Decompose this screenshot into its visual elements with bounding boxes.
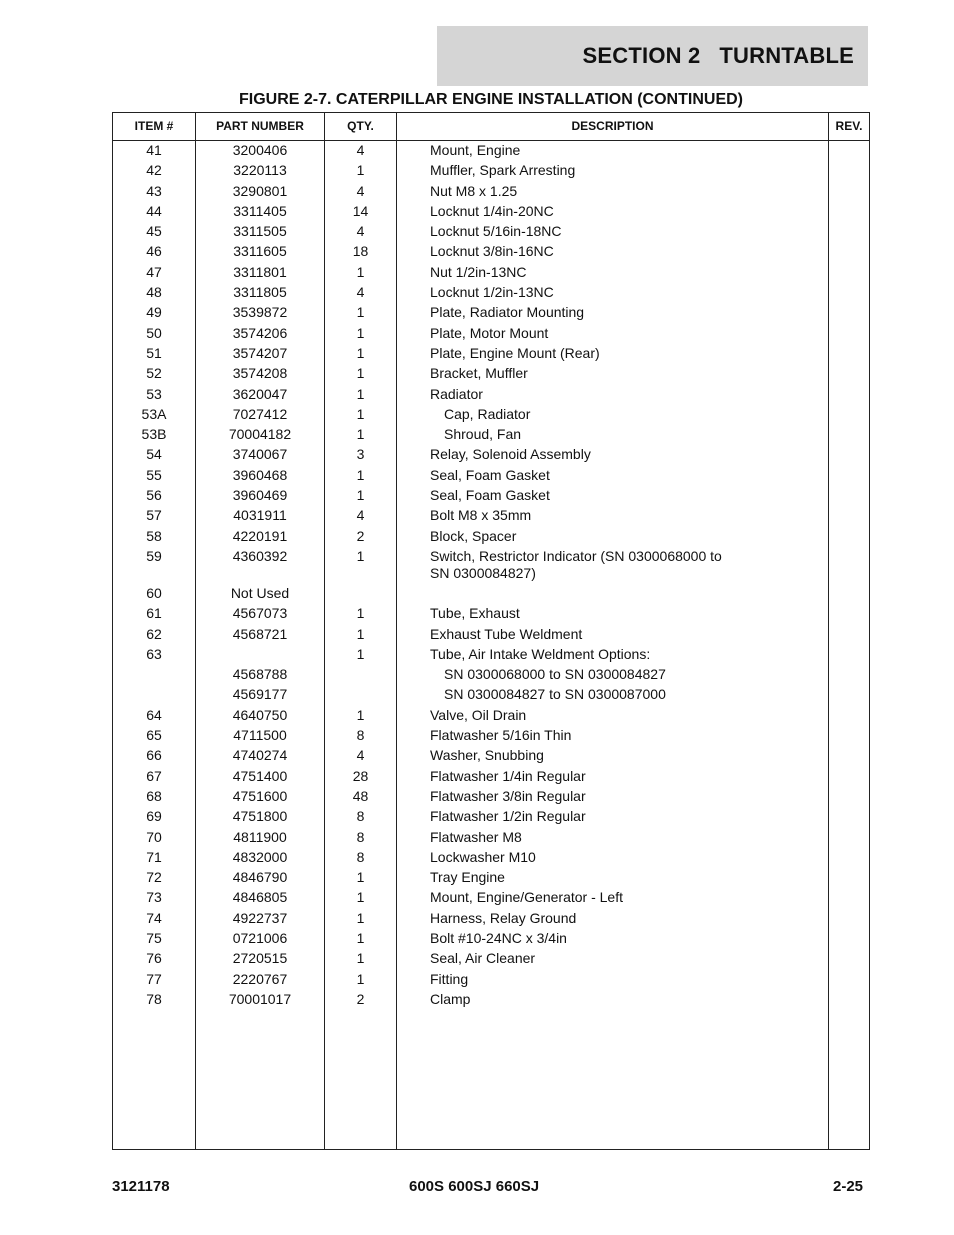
table-row	[113, 747, 869, 767]
section-title: SECTION 2 TURNTABLE	[582, 43, 854, 68]
description-cell: Lockwasher M10	[430, 848, 536, 865]
qty-cell: 3	[356, 446, 365, 463]
part-number-cell: 2220767	[232, 970, 288, 987]
qty-cell: 1	[356, 405, 365, 422]
item-cell: 65	[146, 727, 162, 744]
item-cell: 51	[146, 344, 162, 361]
description-cell: Washer, Snubbing	[430, 747, 544, 764]
part-number-cell: 4711500	[233, 727, 287, 744]
table-row	[113, 386, 869, 406]
table-row	[113, 487, 869, 507]
qty-cell: 1	[356, 426, 365, 443]
description-cell: Mount, Engine	[430, 142, 521, 158]
table-row	[113, 666, 869, 686]
table-row	[113, 707, 869, 727]
description-cell: Seal, Air Cleaner	[430, 950, 536, 967]
item-cell: 56	[146, 487, 162, 504]
part-number-cell: 3200406	[232, 142, 288, 158]
column-header-description: DESCRIPTION	[571, 119, 654, 133]
part-number-cell: 4832000	[232, 848, 288, 865]
qty-cell: 1	[356, 909, 365, 926]
description-cell: Flatwasher 1/4in Regular	[430, 767, 586, 784]
item-cell: 49	[146, 304, 162, 321]
item-cell: 68	[146, 787, 162, 804]
item-cell: 75	[146, 929, 162, 946]
qty-cell: 48	[352, 787, 369, 804]
table-row	[113, 788, 869, 808]
qty-cell: 8	[356, 848, 365, 865]
description-cell: Flatwasher 3/8in Regular	[430, 787, 586, 804]
item-cell: 71	[146, 848, 162, 865]
table-row	[113, 406, 869, 426]
description-cell: Block, Spacer	[430, 527, 517, 544]
part-number-cell: 4751400	[232, 767, 288, 784]
table-row	[113, 585, 869, 605]
table-row	[113, 446, 869, 466]
description-cell: Locknut 1/2in-13NC	[430, 284, 554, 301]
table-row	[113, 183, 869, 203]
qty-cell: 1	[356, 869, 365, 886]
description-cell: Exhaust Tube Weldment	[430, 625, 583, 642]
qty-cell: 1	[356, 970, 365, 987]
qty-cell: 8	[356, 727, 365, 744]
description-cell: Valve, Oil Drain	[430, 706, 527, 723]
table-row	[113, 808, 869, 828]
part-number-cell: 3220113	[233, 162, 287, 179]
table-row	[113, 203, 869, 223]
item-cell: 42	[146, 162, 162, 179]
table-row	[113, 910, 869, 930]
item-cell: 63	[146, 645, 162, 662]
table-row	[113, 304, 869, 324]
qty-cell: 28	[352, 767, 369, 784]
part-number-cell: 3290801	[232, 182, 288, 199]
description-cell: Flatwasher 1/2in Regular	[430, 808, 586, 825]
table-row	[113, 142, 869, 162]
qty-cell: 1	[356, 645, 365, 662]
table-row	[113, 869, 869, 889]
description-cell: Switch, Restrictor Indicator (SN 0300068000 to	[430, 547, 722, 564]
part-number-cell: 70001017	[228, 990, 292, 1007]
qty-cell: 1	[356, 605, 365, 622]
qty-cell: 4	[356, 182, 365, 199]
part-number-cell: 70004182	[228, 426, 292, 443]
description-cell-continued: SN 0300084827)	[430, 564, 536, 581]
column-header-rev: REV.	[835, 119, 863, 133]
description-cell: Seal, Foam Gasket	[430, 466, 550, 483]
table-row	[113, 345, 869, 365]
table-row	[113, 686, 869, 706]
description-cell: Harness, Relay Ground	[430, 909, 577, 926]
description-cell: Bolt M8 x 35mm	[430, 507, 532, 524]
part-number-cell: 3311405	[233, 202, 287, 219]
item-cell: 53B	[141, 426, 167, 443]
item-cell: 69	[146, 808, 162, 825]
table-body	[113, 142, 869, 1011]
column-header-part-number: PART NUMBER	[216, 119, 304, 133]
part-number-cell: 4568788	[232, 666, 288, 683]
table-row	[113, 646, 869, 666]
part-number-cell: 4846805	[232, 889, 288, 906]
item-cell: 76	[146, 950, 162, 967]
qty-cell: 4	[356, 223, 365, 240]
description-cell: Mount, Engine/Generator - Left	[430, 889, 623, 906]
description-cell: Tray Engine	[430, 869, 505, 886]
qty-cell: 1	[356, 365, 365, 382]
part-number-cell: Not Used	[230, 584, 290, 601]
part-number-cell: 4569177	[232, 686, 288, 703]
qty-cell: 1	[356, 706, 365, 723]
table-row	[113, 365, 869, 385]
table-row	[113, 626, 869, 646]
item-cell: 77	[146, 970, 162, 987]
part-number-cell: 4811900	[233, 828, 287, 845]
part-number-cell: 4740274	[232, 747, 288, 764]
description-cell: SN 0300068000 to SN 0300084827	[444, 666, 666, 683]
part-number-cell: 3960469	[232, 487, 288, 504]
part-number-cell: 3740067	[232, 446, 288, 463]
qty-cell: 1	[356, 162, 365, 179]
description-cell: Cap, Radiator	[444, 405, 531, 422]
part-number-cell: 4568721	[232, 625, 288, 642]
qty-cell: 18	[352, 243, 369, 260]
qty-cell: 8	[356, 828, 365, 845]
qty-cell: 1	[356, 625, 365, 642]
qty-cell: 4	[356, 284, 365, 301]
item-cell: 48	[146, 284, 162, 301]
table-row	[113, 507, 869, 527]
description-cell: Plate, Radiator Mounting	[430, 304, 585, 321]
item-cell: 44	[146, 202, 162, 219]
description-cell: Muffler, Spark Arresting	[430, 162, 576, 179]
qty-cell: 1	[356, 324, 365, 341]
qty-cell: 4	[356, 507, 365, 524]
page-number: 2-25	[833, 1178, 864, 1195]
table-row	[113, 889, 869, 909]
item-cell: 53	[146, 385, 162, 402]
table-row	[113, 264, 869, 284]
table-row	[113, 548, 869, 585]
description-cell: Relay, Solenoid Assembly	[430, 446, 591, 463]
qty-cell: 1	[356, 466, 365, 483]
qty-cell: 1	[356, 385, 365, 402]
table-row	[113, 284, 869, 304]
item-cell: 47	[146, 263, 162, 280]
figure-title: FIGURE 2-7. CATERPILLAR ENGINE INSTALLATION (CONTINUED)	[239, 91, 743, 108]
table-row	[113, 162, 869, 182]
part-number-cell: 4751600	[232, 787, 288, 804]
item-cell: 46	[146, 243, 162, 260]
part-number-cell: 3574208	[232, 365, 288, 382]
item-cell: 78	[146, 990, 162, 1007]
item-cell: 41	[146, 142, 162, 158]
item-cell: 53A	[141, 405, 167, 422]
part-number-cell: 4846790	[232, 869, 288, 886]
description-cell: SN 0300084827 to SN 0300087000	[444, 686, 666, 703]
model-list: 600S 600SJ 660SJ	[409, 1178, 540, 1195]
part-number-cell: 7027412	[232, 405, 288, 422]
part-number-cell: 4567073	[232, 605, 288, 622]
description-cell: Fitting	[430, 970, 469, 987]
description-cell: Tube, Exhaust	[430, 605, 520, 622]
table-row	[113, 971, 869, 991]
item-cell: 61	[146, 605, 162, 622]
qty-cell: 1	[356, 487, 365, 504]
qty-cell: 1	[356, 304, 365, 321]
description-cell: Clamp	[430, 990, 471, 1007]
part-number-cell: 3539872	[232, 304, 288, 321]
part-number-cell: 4922737	[232, 909, 288, 926]
description-cell: Nut 1/2in-13NC	[430, 263, 527, 280]
table-row	[113, 223, 869, 243]
part-number-cell: 3311505	[233, 223, 287, 240]
column-header-qty: QTY.	[347, 119, 374, 133]
description-cell: Bolt #10-24NC x 3/4in	[430, 929, 567, 946]
table-row	[113, 849, 869, 869]
qty-cell: 1	[356, 547, 365, 564]
description-cell: Flatwasher 5/16in Thin	[430, 727, 572, 744]
item-cell: 58	[146, 527, 162, 544]
part-number-cell: 4031911	[233, 507, 287, 524]
header-divider	[113, 140, 869, 141]
item-cell: 43	[146, 182, 162, 199]
qty-cell: 14	[352, 202, 369, 219]
qty-cell: 4	[356, 142, 365, 158]
description-cell: Locknut 5/16in-18NC	[430, 223, 562, 240]
table-row	[113, 950, 869, 970]
table-row	[113, 930, 869, 950]
qty-cell: 1	[356, 950, 365, 967]
part-number-cell: 3574207	[232, 344, 288, 361]
item-cell: 72	[146, 869, 162, 886]
description-cell: Seal, Foam Gasket	[430, 487, 550, 504]
item-cell: 64	[146, 706, 162, 723]
description-cell: Nut M8 x 1.25	[430, 182, 518, 199]
qty-cell: 1	[356, 344, 365, 361]
doc-number: 3121178	[112, 1178, 170, 1195]
part-number-cell: 3620047	[232, 385, 288, 402]
table-row	[113, 829, 869, 849]
table-row	[113, 991, 869, 1011]
part-number-cell: 3311801	[233, 263, 287, 280]
item-cell: 73	[146, 889, 162, 906]
qty-cell: 2	[356, 990, 365, 1007]
part-number-cell: 3960468	[232, 466, 288, 483]
item-cell: 55	[146, 466, 162, 483]
column-header-item: ITEM #	[134, 119, 174, 133]
item-cell: 54	[146, 446, 162, 463]
qty-cell: 1	[356, 929, 365, 946]
item-cell: 59	[146, 547, 162, 564]
table-row	[113, 426, 869, 446]
section-header-box	[437, 26, 868, 86]
part-number-cell: 4220191	[232, 527, 288, 544]
part-number-cell: 4640750	[232, 706, 288, 723]
description-cell: Radiator	[430, 385, 483, 402]
item-cell: 45	[146, 223, 162, 240]
item-cell: 52	[146, 365, 162, 382]
qty-cell: 1	[356, 263, 365, 280]
part-number-cell: 4360392	[232, 547, 288, 564]
table-row	[113, 243, 869, 263]
item-cell: 66	[146, 747, 162, 764]
part-number-cell: 0721006	[232, 929, 288, 946]
table-row	[113, 727, 869, 747]
table-row	[113, 467, 869, 487]
table-row	[113, 528, 869, 548]
parts-table	[112, 112, 870, 1150]
qty-cell: 8	[356, 808, 365, 825]
item-cell: 67	[146, 767, 162, 784]
item-cell: 57	[146, 507, 162, 524]
table-row	[113, 325, 869, 345]
item-cell: 70	[146, 828, 162, 845]
part-number-cell: 3311805	[233, 284, 287, 301]
qty-cell: 4	[356, 747, 365, 764]
item-cell: 60	[146, 584, 162, 601]
qty-cell: 1	[356, 889, 365, 906]
item-cell: 50	[146, 324, 162, 341]
description-cell: Locknut 3/8in-16NC	[430, 243, 554, 260]
table-row	[113, 768, 869, 788]
description-cell: Flatwasher M8	[430, 828, 522, 845]
part-number-cell: 2720515	[232, 950, 288, 967]
part-number-cell: 4751800	[232, 808, 288, 825]
description-cell: Tube, Air Intake Weldment Options:	[430, 645, 651, 662]
part-number-cell: 3574206	[232, 324, 288, 341]
qty-cell: 2	[356, 527, 365, 544]
description-cell: Locknut 1/4in-20NC	[430, 202, 554, 219]
item-cell: 74	[146, 909, 162, 926]
description-cell: Shroud, Fan	[444, 426, 522, 443]
part-number-cell: 3311605	[233, 243, 287, 260]
description-cell: Plate, Motor Mount	[430, 324, 549, 341]
description-cell: Bracket, Muffler	[430, 365, 528, 382]
item-cell: 62	[146, 625, 162, 642]
description-cell: Plate, Engine Mount (Rear)	[430, 344, 600, 361]
table-row	[113, 605, 869, 625]
